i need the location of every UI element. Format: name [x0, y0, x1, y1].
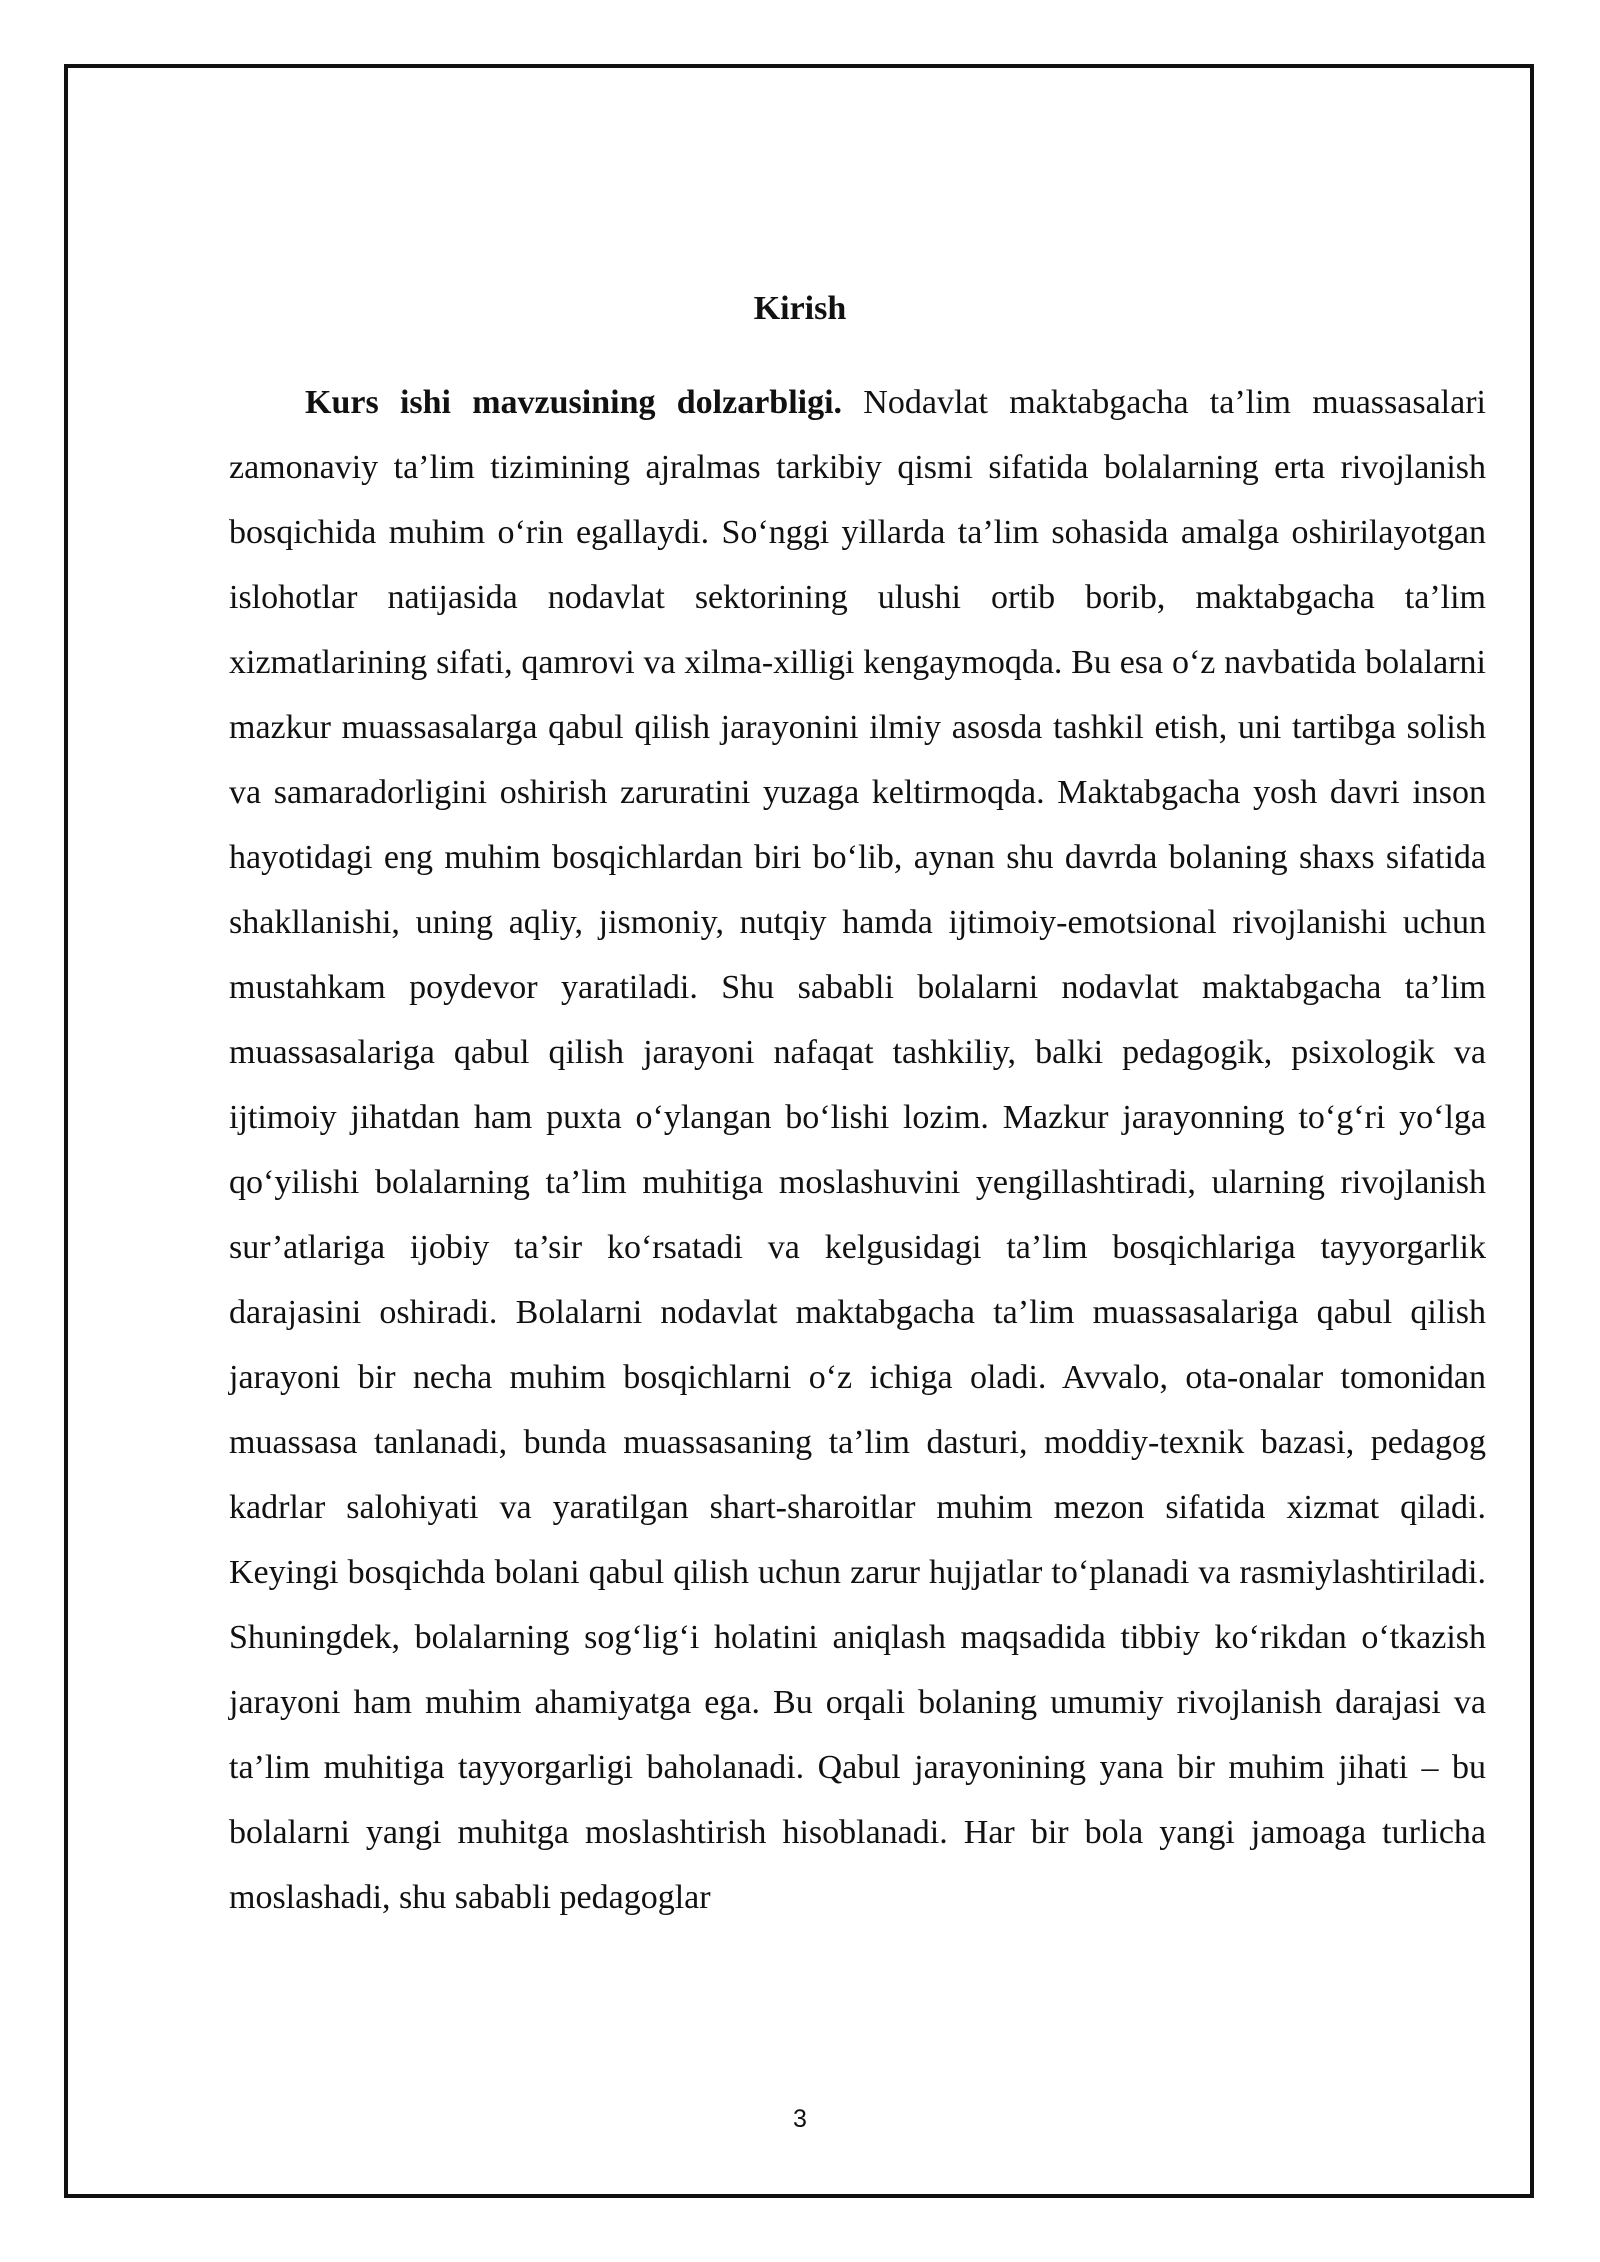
paragraph-text: Nodavlat maktabgacha ta’lim muassasalari zamonaviy ta’lim tizimining ajralmas tarkibiy qismi sifatida bolalarning erta rivojlanish bosqichida muhim o‘rin egallaydi. So‘nggi yillarda ta’lim sohasida amalga oshirilayotgan islohotlar natijasida nodavlat sektorining ulushi ortib borib, maktabgacha ta’lim xizmatlarining sifati, qamrovi va xilma-xilligi kengaymoqda. Bu esa o‘z navbatida bolalarni mazkur muassasalarga qabul qilish jarayonini ilmiy asosda tashkil etish, uni tartibga solish va samaradorligini oshirish zaruratini yuzaga keltirmoqda. Maktabgacha yosh davri inson hayotidagi eng muhim bosqichlardan biri bo‘lib, aynan shu davrda bolaning shaxs sifatida shakllanishi, uning aqliy, jismoniy, nutqiy hamda ijtimoiy-emotsional rivojlanishi uchun mustahkam poydevor yaratiladi. Shu sababli bolalarni nodavlat maktabgacha ta’lim muassasalariga qabul qilish jarayoni nafaqat tashkiliy, balki pedagogik, psixologik va ijtimoiy jihatdan ham puxta o‘ylangan bo‘lishi lozim. Mazkur jarayonning to‘g‘ri yo‘lga qo‘yilishi bolalarning ta’lim muhitiga moslashuvini yengillashtiradi, ularning rivojlanish sur’atlariga ijobiy ta’sir ko‘rsatadi va kelgusidagi ta’lim bosqichlariga tayyorgarlik darajasini oshiradi. Bolalarni nodavlat maktabgacha ta’lim muassasalariga qabul qilish jarayoni bir necha muhim bosqichlarni o‘z ichiga oladi. Avvalo, ota-onalar tomonidan muassasa tanlanadi, bunda muassasaning ta’lim dasturi, moddiy-texnik bazasi, pedagog kadrlar salohiyati va yaratilgan shart-sharoitlar muhim mezon sifatida xizmat qiladi. Keyingi bosqichda bolani qabul qilish uchun zarur hujjatlar to‘planadi va rasmiylashtiriladi. Shuningdek, bolalarning sog‘lig‘i holatini aniqlash maqsadida tibbiy ko‘rikdan o‘tkazish jarayoni ham muhim ahamiyatga ega. Bu orqali bolaning umumiy rivojlanish darajasi va ta’lim muhitiga tayyorgarligi baholanadi. Qabul jarayonining yana bir muhim jihati – bu bolalarni yangi muhitga moslashtirish hisoblanadi. Har bir bola yangi jamoaga turlicha moslashadi, shu sababli pedagoglar [229, 384, 1486, 1916]
body-paragraph [229, 370, 1486, 1930]
section-heading: Kirish [753, 290, 847, 327]
paragraph-lead: Kurs ishi mavzusining dolzarbligi. [305, 384, 843, 421]
page-number: 3 [793, 2105, 807, 2133]
